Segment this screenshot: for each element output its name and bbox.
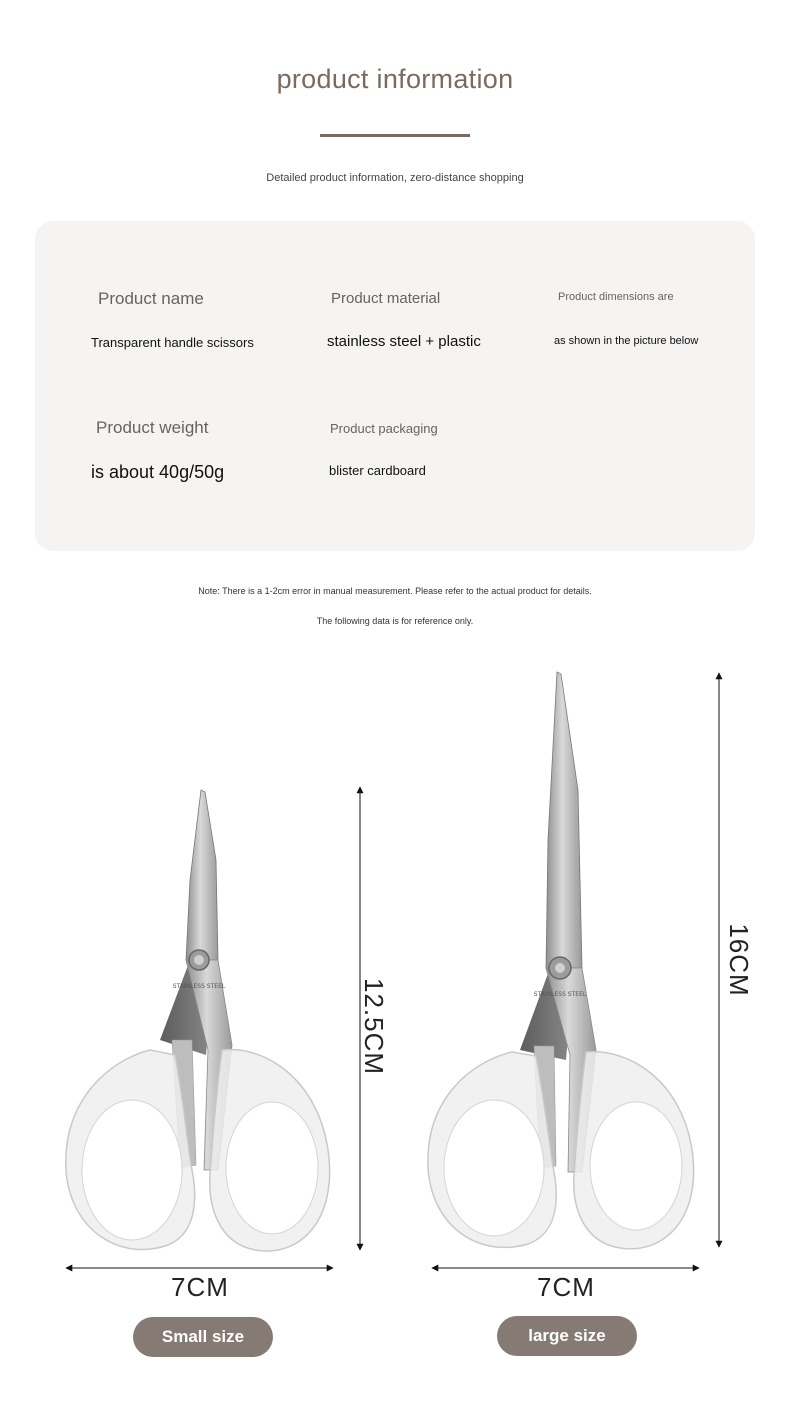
product-dimensions-label: Product dimensions are [558, 291, 674, 303]
product-dimensions-value: as shown in the picture below [554, 335, 699, 347]
large-width-label: 7CM [537, 1272, 595, 1302]
large-height-label: 16CM [724, 923, 754, 997]
product-packaging-label: Product packaging [330, 421, 438, 436]
small-scissors [66, 790, 330, 1251]
large-scissors [428, 672, 694, 1249]
large-size-badge: large size [497, 1316, 637, 1356]
product-packaging-value: blister cardboard [329, 463, 426, 478]
small-size-badge: Small size [133, 1317, 273, 1357]
measurement-error-note: Note: There is a 1-2cm error in manual measurement. Please refer to the actual product for details. [198, 586, 592, 596]
reference-note: The following data is for reference only. [316, 616, 474, 626]
product-weight-value: is about 40g/50g [91, 462, 225, 482]
large-blade-engraving: STAINLESS STEEL [533, 991, 587, 998]
page-title: product information [276, 64, 514, 94]
small-height-label: 12.5CM [359, 978, 389, 1076]
product-material-label: Product material [331, 290, 441, 307]
product-name-label: Product name [98, 289, 204, 308]
product-weight-label: Product weight [96, 418, 209, 437]
small-blade-engraving: STAINLESS STEEL [172, 983, 226, 990]
page-subtitle: Detailed product information, zero-distance shopping [266, 172, 524, 184]
product-name-value: Transparent handle scissors [91, 335, 254, 350]
small-width-label: 7CM [171, 1272, 229, 1302]
product-material-value: stainless steel + plastic [327, 333, 481, 350]
